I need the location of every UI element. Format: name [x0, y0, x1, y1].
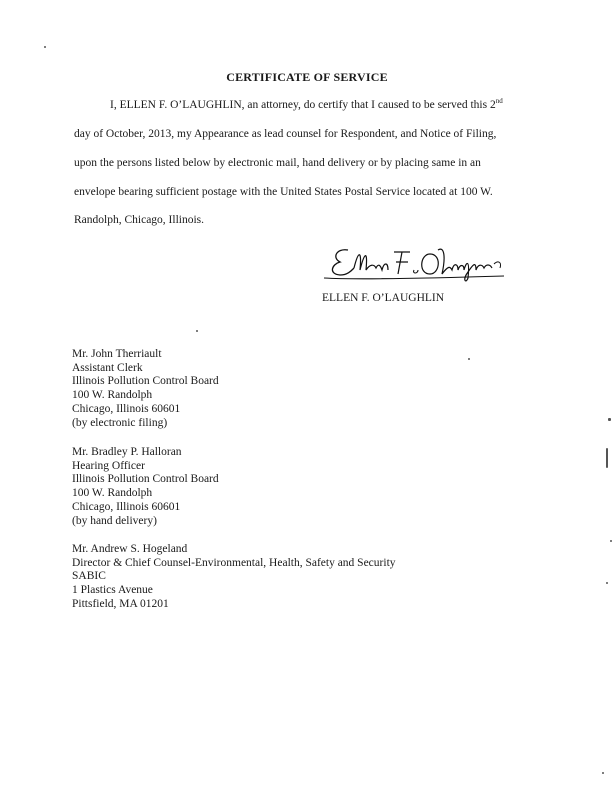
title-text: CERTIFICATE OF SERVICE: [226, 70, 388, 84]
ordinal-suffix: nd: [495, 97, 503, 106]
handwritten-signature: [318, 240, 508, 290]
recipient-3-organization: SABIC: [72, 570, 106, 583]
recipient-3-name: Mr. Andrew S. Hogeland: [72, 543, 188, 555]
scan-speck: [44, 46, 46, 48]
paragraph-line-1: [110, 98, 503, 112]
paragraph-line-3: upon the persons listed below by electronic mail, hand delivery or by placing same in an: [74, 157, 481, 169]
scan-speck: [608, 418, 611, 421]
recipient-1-method: (by electronic filing): [72, 416, 168, 429]
scan-speck: [606, 582, 608, 584]
recipient-1-name: Mr. John Therriault: [72, 348, 162, 360]
recipient-1-city: Chicago, Illinois 60601: [72, 402, 181, 415]
recipient-1-title: Assistant Clerk: [72, 361, 143, 374]
recipient-2-title: Hearing Officer: [72, 459, 145, 472]
recipient-2-method: (by hand delivery): [72, 514, 157, 527]
scan-edge-mark: [606, 448, 608, 468]
paragraph-line-5: Randolph, Chicago, Illinois.: [74, 214, 205, 226]
recipient-2-organization: Illinois Pollution Control Board: [72, 473, 219, 486]
recipient-block-3: [72, 543, 396, 612]
recipient-3-title: Director & Chief Counsel-Environmental, Health, Safety and Security: [72, 556, 396, 569]
paragraph-line-2: day of October, 2013, my Appearance as lead counsel for Respondent, and Notice of Filing,: [74, 128, 497, 140]
recipient-block-2: [72, 446, 219, 528]
scan-speck: [602, 772, 604, 774]
recipient-3-street: 1 Plastics Avenue: [72, 584, 153, 597]
recipient-2-name: Mr. Bradley P. Halloran: [72, 446, 182, 458]
scan-speck: [196, 330, 198, 332]
recipient-2-city: Chicago, Illinois 60601: [72, 500, 181, 513]
recipient-3-city: Pittsfield, MA 01201: [72, 597, 169, 610]
paragraph-line-1-text: I, ELLEN F. O’LAUGHLIN, an attorney, do certify that I caused to be served this 2: [110, 99, 496, 111]
scan-speck: [610, 540, 612, 542]
paragraph-line-4: envelope bearing sufficient postage with the United States Postal Service located at 100 W.: [74, 186, 493, 198]
recipient-block-1: [72, 348, 219, 430]
recipient-2-street: 100 W. Randolph: [72, 487, 153, 500]
printed-signer-name: ELLEN F. O’LAUGHLIN: [322, 292, 445, 304]
scan-speck: [468, 358, 470, 360]
document-title: [0, 70, 614, 85]
recipient-1-organization: Illinois Pollution Control Board: [72, 375, 219, 388]
recipient-1-street: 100 W. Randolph: [72, 389, 153, 402]
